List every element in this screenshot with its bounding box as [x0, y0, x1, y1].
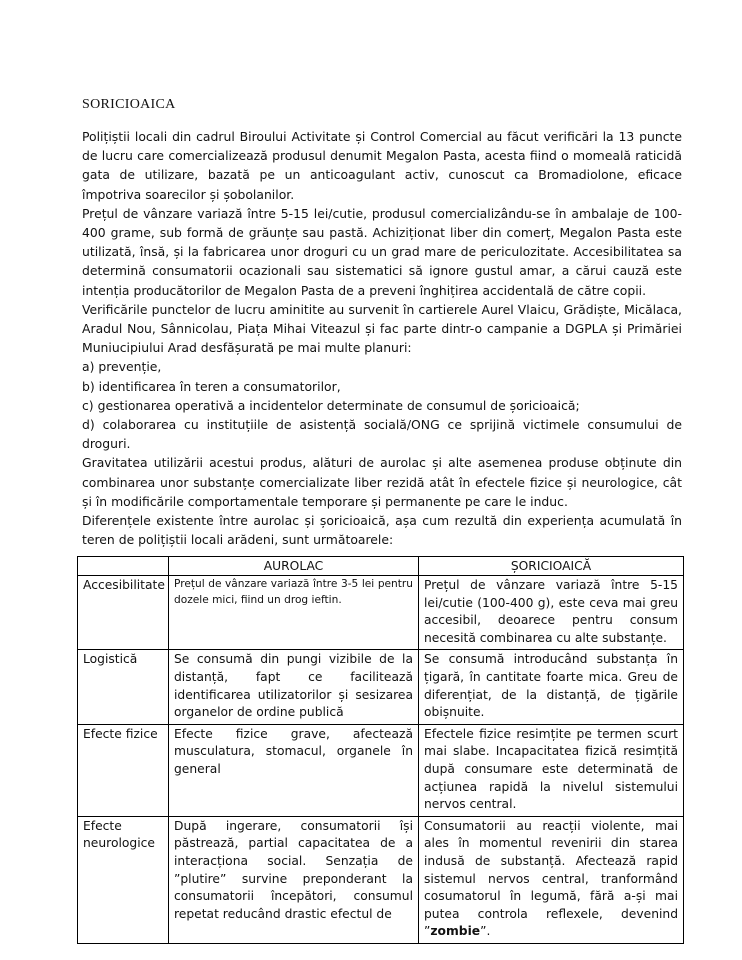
- cell-soricioaica-efecte-neurologice: [419, 816, 684, 943]
- row-label-logistica: Logistică: [78, 650, 169, 724]
- cell-aurolac-logistica: Se consumă din pungi vizibile de la distanță, fapt ce facilitează identificarea utilizatorilor și sesizarea organelor de ordine publică: [169, 650, 419, 724]
- article-body: [82, 127, 682, 549]
- list-item-d: d) colaborarea cu instituțiile de asistență socială/ONG ce sprijină victimele consumului de droguri.: [82, 417, 682, 452]
- row-label-efecte-neurologice: Efecte neurologice: [78, 816, 169, 943]
- cell-aurolac-accesibilitate: Prețul de vânzare variază între 3-5 lei pentru dozele mici, fiind un drog ieftin.: [169, 576, 419, 650]
- list-item-b: b) identificarea în teren a consumatorilor,: [82, 378, 341, 394]
- paragraph-price: Prețul de vânzare variază între 5-15 lei/cutie, produsul comercializându-se în ambalaje de 100-400 grame, sub formă de grăunțe sau pastă. Achiziționat liber din comerț, Megalon Pasta este utilizată, însă, și la fabricarea unor droguri cu un grad mare de periculozitate. Accesibilitatea sa determină consumatorii ocazionali sau sistematici să ignore gustul amar, a cărui cauză este intenția producătorilor de Megalon Pasta de a preveni înghițirea accidentală de către copii.: [82, 205, 682, 298]
- table-header-empty: [78, 557, 169, 576]
- cell-soricioaica-accesibilitate: Prețul de vânzare variază între 5-15 lei/cutie (100-400 g), este ceva mai greu accesibil, deoarece pentru consum necesită combinarea cu alte substanțe.: [419, 576, 684, 650]
- paragraph-intro: Polițiștii locali din cadrul Biroului Activitate și Control Comercial au făcut verificări la 13 puncte de lucru care comercializează produsul denumit Megalon Pasta, acesta fiind o momeală raticidă gata de utilizare, bazată pe un anticoagulant activ, cunoscut ca Bromadiolone, eficace împotriva soarecilor și șobolanilor.: [82, 129, 682, 202]
- paragraph-differences: Diferențele existente între aurolac și șoricioaică, așa cum rezultă din experiența acumulată în teren de polițiștii locali arădeni, sunt următoarele:: [82, 513, 682, 548]
- list-item-c: c) gestionarea operativă a incidentelor determinate de consumul de șoricioaică;: [82, 397, 580, 413]
- cell-aurolac-efecte-fizice: Efecte fizice grave, afectează musculatura, stomacul, organele în general: [169, 724, 419, 816]
- cell-aurolac-efecte-neurologice-text: După ingerare, consumatorii își păstrează, partial capacitatea de a interacționa social. Senzația de ”plutire” survine preponderant la consumatorii începători, consumul repetat reducând drastic efectul de: [174, 818, 413, 921]
- cell-text-part: ”.: [480, 924, 491, 939]
- cell-aurolac-efecte-neurologice: [169, 816, 419, 943]
- row-label-accesibilitate: Accesibilitate: [78, 576, 169, 650]
- zombie-bold-text: zombie: [430, 924, 481, 939]
- paragraph-verifications: Verificările punctelor de lucru aminitite au survenit în cartierele Aurel Vlaicu, Grădiște, Micălaca, Aradul Nou, Sânnicolau, Piața Mihai Viteazul și fac parte dintr-o campanie a DGPLA și Primăriei Muniucipiului Arad desfășurată pe mai multe planuri:: [82, 301, 682, 356]
- table-row: [78, 724, 684, 816]
- row-label-efecte-fizice: Efecte fizice: [78, 724, 169, 816]
- cell-soricioaica-logistica: Se consumă introducând substanța în țigară, în cantitate foarte mica. Greu de diferențiat, de la distanță, de țigările obișnuite.: [419, 650, 684, 724]
- table-header-soricioaica: ȘORICIOAICĂ: [419, 557, 684, 576]
- table-row: [78, 816, 684, 943]
- table-row: [78, 650, 684, 724]
- document-title: SORICIOAICA: [82, 97, 176, 112]
- comparison-table: [77, 556, 684, 944]
- list-item-a: a) prevenție,: [82, 359, 162, 375]
- table-header-aurolac: AUROLAC: [169, 557, 419, 576]
- table-header-row: [78, 557, 684, 576]
- table-row: [78, 576, 684, 650]
- cell-text-part: Consumatorii au reacții violente, mai ales în momentul revenirii din starea indusă de substanță. Afectează rapid sistemul nervos central, tranformând cosumatorul în legumă, fără a-și mai putea controla reflexele, devenind ”: [424, 818, 678, 939]
- paragraph-gravity: Gravitatea utilizării acestui produs, alături de aurolac și alte asemenea produse obținute din combinarea unor substanțe comercializate liber rezidă atât în efectele fizice și neurologice, cât și în modificările comportamentale temporare și permanente pe care le induc.: [82, 455, 682, 509]
- cell-soricioaica-efecte-fizice: Efectele fizice resimțite pe termen scurt mai slabe. Incapacitatea fizică resimțită după consumare este determinată de acțiunea rapidă la nivelul sistemului nervos central.: [419, 724, 684, 816]
